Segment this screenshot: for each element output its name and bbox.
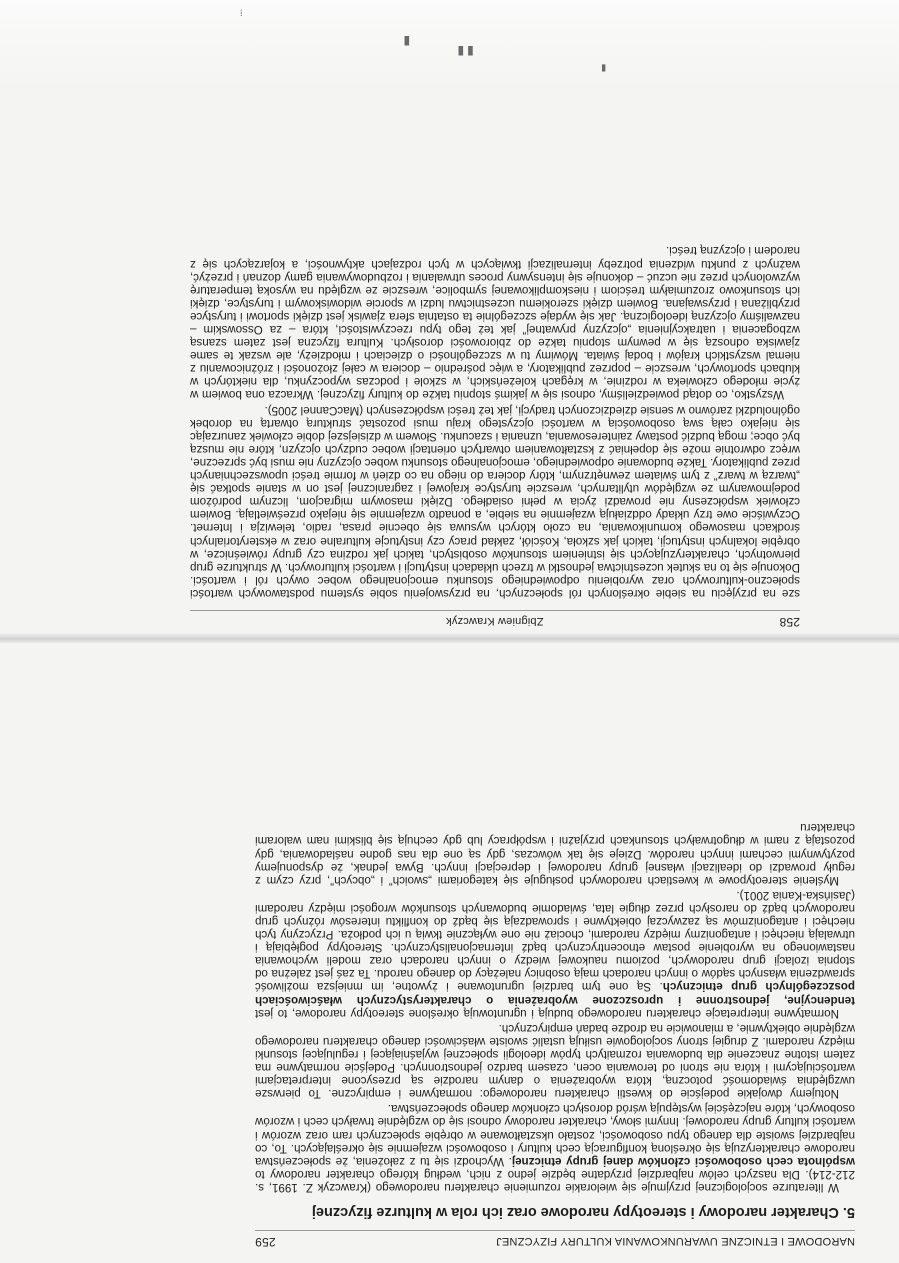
- paragraph: [255, 1102, 855, 1194]
- running-head-258: [190, 610, 800, 628]
- page-number-259: 259: [255, 1235, 276, 1249]
- paragraph: [255, 889, 855, 1020]
- page-258: [0, 0, 899, 630]
- paragraph: Wszystko, co dotąd powiedzieliśmy, odnosi się w jakimś stopniu także do kultury fizycznej. Wkracza ona bowiem w życie młodego człowieka w rodzinie, w kręgach koleżeńskich, w szkole i podczas wypoczynku, dla niektórych w klubach sportowych, wreszcie – poprzez publikatory, a więc pośrednio – dociera w całej złożoności i zróżnicowaniu z niemal wszystkich krajów i bodaj świata. Mówimy tu w szczególności o dzieciach i młodzieży, ale wszak te same zjawiska odnoszą się w pewnym stopniu także do zbiorowości dorosłych. Kultura fizyczna jest zatem szansą wzbogacenia i uatrakcyjnienia „ojczyzny prywatnej” jak też tego typu rzeczywistości, która – za Ossowskim – nazwaliśmy ojczyzną ideologiczną. Jak się wydaje szczególnie ta ostatnia sfera zjawisk jest dzięki sportowi i turystyce przybliżana i przyswajana. Bowiem dzięki szerokiemu uczestnictwu ludzi w sporcie widowiskowym i turystyce, dzięki ich stosunkowo zrozumiałym treściom i nieskomplikowanej symbolice, wreszcie ze względu na wysoką temperaturę wyzwolonych przez nie uczuć – dokonuje się intensywny proces utrwalania i rozbudowywania gamy doznań i przeżyć, ważnych z punktu widzenia potrzeby internalizacji tkwiących w tych rodzajach aktywności, a kojarzących się z narodem i ojczyzną treści.: [190, 244, 800, 402]
- section-title: Charakter narodowy i stereotypy narodowe oraz ich rola w kulturze fizycznej: [311, 1203, 839, 1220]
- running-head-author: Zbigniew Krawczyk: [445, 615, 544, 627]
- scan-noise: ▮▮: [456, 40, 476, 59]
- page-259: [0, 640, 899, 1263]
- bold-definition: wspólnota cech osobowości członków danej grupy etnicznej: [511, 1154, 855, 1168]
- running-head-259: [255, 1230, 855, 1248]
- text-run: Normatywne interpretacje charakteru narodowego budują i ugruntowują określone stereotypy narodowe, to jest: [255, 1006, 839, 1020]
- text-run: . Są one tym bardziej ugruntowane i żywotne, im mniejsza możliwość sprawdzenia własnych sądów o innych narodach mają osobnicy należący do danego narodu. Ta zaś jest zależna od stopnia izolacji grup narodowych, poziomu naukowej wiedzy o innych narodach oraz modeli wychowania nastawionego na wyrobienie postaw etnocentrycznych bądź internacjonalistycznych. Stereotypy pogłębiają i utrwalają niechęci i antagonizmy między narodami, chociaż nie one wyłącznie tkwią u ich podłoża. Przyczyny tych niechęci i antagonizmów są zazwyczaj obiektywne i sprowadzają się bądź do konfliktu interesów różnych grup narodowych bądź do narosłych przez długie lata, świadomie budowanych stosunków wrogości między narodami (Jasińska-Kania 2001).: [255, 888, 855, 994]
- scan-noise: ▮: [402, 30, 412, 49]
- section-heading: [255, 1203, 855, 1220]
- page-258-body: [190, 0, 800, 628]
- text-run: . Wychodzi się tu z założenia, że społeczeństwa narodowe charakteryzują się określoną konfiguracją cech kultury i osobowości wzajemnie się określających. To, co najbardziej swoiste dla danego typu osobowości, zostało ukształtowane w obrębie społecznych ram oraz wzorów i wartości kultury grupy narodowej. Innymi słowy, charakter narodowy odnosi się do względnie trwałych cech i wzorów osobowych, które najczęściej występują wśród dorosłych członków danego społeczeństwa.: [254, 1102, 855, 1168]
- paragraph: Myślenie stereotypowe w kwestiach narodowych posługuje się kategoriami „swoich” i „obcych”, przy czym z reguły prowadzi do idealizacji własnej grupy narodowej i deprecjacji innych. Bywa jednak, że dysponujemy pozytywnymi cechami innych narodów. Dzieje się tak wówczas, gdy są one dla nas godne naśladowania, gdy pozostają z nami w długotrwałych stosunkach przyjaźni i współpracy lub gdy cechują się bliskimi nam walorami charakteru: [255, 821, 855, 887]
- page-259-body: [255, 640, 855, 1248]
- paragraph: Notujemy dwojakie podejście do kwestii charakteru narodowego: normatywne i empiryczne. To pierwsze uwzględnia świadomość potoczną, która wyobrażenia o danym narodzie są przesycone interpretacjami wartościującymi i która nie stroni od terowania ocen, czasem bardzo jednostronnych. Podejście normatywne ma zatem istotne znaczenie dla budowania rozmaitych typów ideologii społecznej wyjaśniającej i regulującej stosunki między narodami. Z drugiej strony socjologowie usiłują ustalić swoiste właściwości danego charakteru narodowego względnie obiektywnie, a mianowicie na drodze badań empirycznych.: [255, 1021, 855, 1101]
- running-head-title: NARODOWE I ETNICZNE UWARUNKOWANIA KULTURY FIZYCZNEJ: [496, 1235, 855, 1247]
- section-number: 5.: [842, 1203, 855, 1220]
- text-run: W literaturze socjologicznej przyjmuje się wielorakie rozumienie charakteru narodowego (Krawczyk Z. 1991, s. 212-214). Dla naszych celów najbardziej przydatne będzie jedno z nich, według którego charakter narodowy to: [255, 1167, 855, 1194]
- scan-noise: ▮: [600, 60, 608, 74]
- page-number-258: 258: [779, 615, 800, 629]
- scan-noise: ⁞: [240, 9, 243, 19]
- paragraph: sze na przyjęciu na siebie określonych ról społecznych, na przyswojeniu sobie systemu podstawowych wartości społeczno-kulturowych oraz wyrobieniu odpowiedniego stosunku emocjonalnego wobec owych ról i wartości. Dokonuje się to na skutek uczestnictwa jednostki w trzech układach instytucji i wartości kulturowych. W strukturze grup pierwotnych, charakteryzujących się istnieniem stosunków osobistych, takich jak rodzina czy grupy rówieśnicze, w obrębie lokalnych instytucji, takich jak szkoła, Kościół, zakład pracy czy instytucje kulturalne oraz w eksterytorialnych środkach masowego komunikowania, na czoło których wysuwa się obecnie prasa, radio, telewizja i Internet. Oczywiście owe trzy układy oddziałują wzajemnie na siebie, a ponadto wzajemnie się niejako prześwietlają. Bowiem człowiek współczesny nie prowadzi życia w pełni osiadłego. Dzięki masowym migracjom, licznym podróżom podejmowanym ze względów utylitarnych, wreszcie turystyce krajowej i zagranicznej jest on w stanie spotkać się „twarzą w twarz” z tym światem zewnętrznym, który dociera do niego na co dzień w formie treści upowszechnianych przez publikatory. Także budowanie odpowiedniego, emocjonalnego stosunku wobec ojczyzny nie musi być sprzeczne, wręcz odwrotnie może się dopełniać z kształtowaniem otwartych orientacji wobec cudzych ojczyzn, które nie muszą być obce; mogą budzić postawy zainteresowania, uznania i szacunku. Słowem w dzisiejszej dobie człowiek zanurzając się niejako całą swą osobowością w wartości ojczystego kraju musi pozostać strukturą otwartą na dorobek ogólnoludzki zarówno w sensie dziedziczonych tradycji, jak też treści współczesnych (MacCannel 2005).: [190, 403, 800, 600]
- bold-definition: tendencyjne, jednostronne i uproszczone wyobrażenia o charakterystycznych właściwościach poszczególnych grup etnicznych: [255, 980, 855, 1007]
